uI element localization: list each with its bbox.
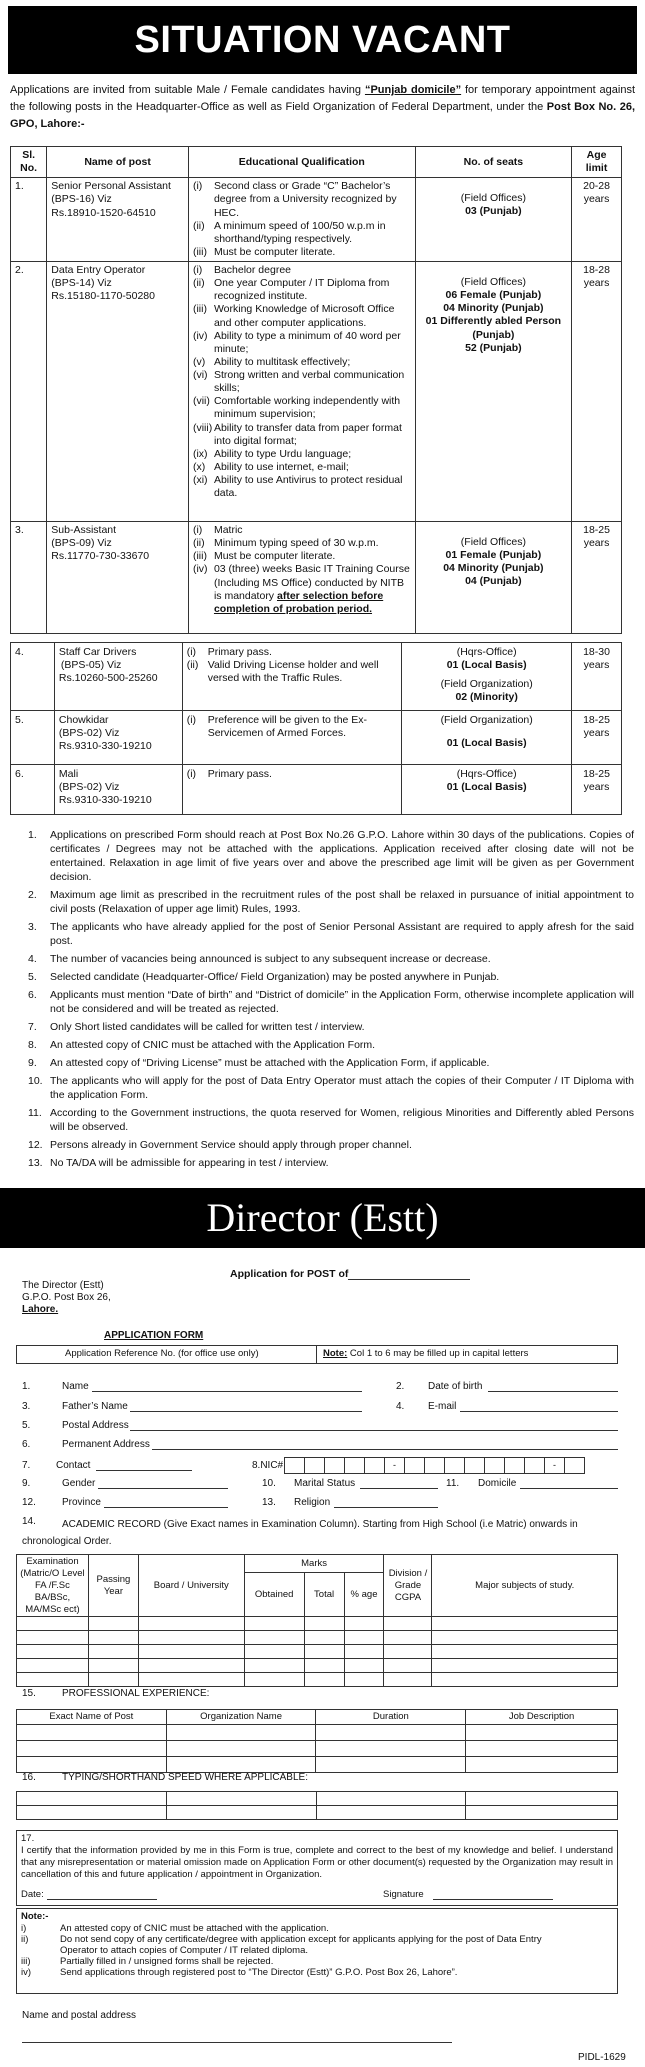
- col-seats: No. of seats: [415, 147, 571, 178]
- table-row[interactable]: [17, 1756, 618, 1772]
- experience-table: Exact Name of Post Organization Name Duration Job Description: [16, 1709, 618, 1773]
- signature-label: Signature: [383, 1889, 424, 1900]
- dob-field[interactable]: [488, 1391, 618, 1392]
- list-item: 10. The applicants who will apply for the post of Data Entry Operator must attach the copies of their Computer / IT Diploma with the application Form.: [28, 1075, 634, 1101]
- table-row: 1. Senior Personal Assistant (BPS-16) Viz Rs.18910-1520-64510 (i) Second class or Grade “C” Bachelor’s degree from a University recognized by HEC. (ii) A minimum speed of 100/50 w.p.m in shorthand/typing respectively. (iii) Must be computer literate. (Field Offices) 03 (Punjab) 20-28 years: [11, 178, 622, 262]
- nic-label: 8.NIC#: [252, 1460, 284, 1471]
- table-row: 6. Mali (BPS-02) Viz Rs.9310-330-19210 (i) Primary pass. (Hqrs-Office) 01 (Local Basis) 18-25 years: [11, 765, 622, 815]
- dob-label: Date of birth: [428, 1381, 483, 1392]
- posts-table-1: [10, 146, 622, 634]
- table-row[interactable]: [17, 1792, 618, 1806]
- father-name-label: Father’s Name: [62, 1401, 128, 1412]
- table-row: 2. Data Entry Operator (BPS-14) Viz Rs.15180-1170-50280 (i) Bachelor degree (ii) One year Computer / IT Diploma from recognized institute. (iii) Working Knowledge of Microsoft Office and other computer applications. (iv) Ability to type a minimum of 40 word per minute; (v) Ability to multitask effectively; (vi) Strong written and verbal communication skills; (vii) Comfortable working independently with minimum supervision; (viii) Ability to transfer data from paper format into digital format; (ix) Ability to type Urdu language; (x) Ability to use internet, e-mail; (xi) Ability to use Antivirus to protect residual data. (Field Offices) 06 Female (Punjab) 04 Minority (Punjab) 01 Differently abled Person (Punjab) 52 (Punjab) 18-28 years: [11, 262, 622, 522]
- permanent-address-field[interactable]: [152, 1449, 618, 1450]
- table-row[interactable]: [17, 1673, 618, 1687]
- application-for-label: Application for POST of: [230, 1268, 349, 1280]
- email-field[interactable]: [460, 1411, 618, 1412]
- typing-speed-label: TYPING/SHORTHAND SPEED WHERE APPLICABLE:: [62, 1772, 308, 1783]
- father-name-field[interactable]: [130, 1411, 362, 1412]
- academic-table: Examination (Matric/O Level FA /F.Sc BA/BSc, MA/MSc ect) Passing Year Board / University Marks Division / Grade CGPA Major subjects of study. Obtained Total % age: [16, 1554, 618, 1687]
- form-notes-box: Note:- i) An attested copy of CNIC must be attached with the application. ii) Do not send copy of any certificate/degree with application except for applicants applying for the post of Data Entry Operator to attach copies of Computer / IT related diploma. iii) Partially filled in / unsigned forms shall be rejected. iv) Send applications through registered post to “The Director (Estt)” G.P.O. Post Box 26, Lahore”.: [16, 1908, 618, 1994]
- posts-table-2: [10, 642, 622, 815]
- list-item: 1. Applications on prescribed Form should reach at Post Box No.26 G.P.O. Lahore within 30 days of the publications. Copies of certificates / Degrees may not be attached with the applications. Application received after closing date will not be entertained. Relaxation in age limit of five years over and above the prescribed age limit will be given as per Government decision.: [28, 829, 634, 883]
- col-age: Age limit: [572, 147, 622, 178]
- publication-code: PIDL-1629: [578, 2052, 626, 2063]
- signature-field[interactable]: [433, 1899, 553, 1900]
- reference-box: [16, 1345, 618, 1364]
- post-of-field[interactable]: [348, 1279, 470, 1280]
- domicile-label: Domicile: [478, 1478, 517, 1489]
- list-item: 3. The applicants who have already applied for the post of Senior Personal Assistant are required to apply afresh for the said post.: [28, 921, 634, 947]
- gender-field[interactable]: [98, 1488, 228, 1489]
- list-item: 5. Selected candidate (Headquarter-Office/ Field Organization) may be posted anywhere in Punjab.: [28, 971, 500, 983]
- marital-status-label: Marital Status: [294, 1478, 356, 1489]
- director-address: The Director (Estt) G.P.O. Post Box 26, Lahore.: [22, 1280, 111, 1315]
- table-row[interactable]: [17, 1740, 618, 1756]
- reference-label: Application Reference No. (for office use only): [17, 1346, 317, 1363]
- list-item: 9. An attested copy of “Driving License” must be attached with the Application Form, if applicable.: [28, 1057, 490, 1069]
- date-label: Date:: [21, 1889, 44, 1900]
- list-item: i) An attested copy of CNIC must be attached with the application.: [21, 1923, 329, 1934]
- name-label: Name: [62, 1381, 89, 1392]
- religion-field[interactable]: [334, 1507, 438, 1508]
- contact-field[interactable]: [96, 1470, 192, 1471]
- list-item: 12. Persons already in Government Service should apply through proper channel.: [28, 1139, 412, 1151]
- list-item: ii) Do not send copy of any certificate/degree with application except for applicants applying for the post of Data Entry Operator to attach copies of Computer / IT related diploma.: [21, 1934, 542, 1956]
- reference-note: Note: Col 1 to 6 may be filled up in capital letters: [323, 1348, 529, 1359]
- gender-label: Gender: [62, 1478, 96, 1489]
- banner-title: SITUATION VACANT: [8, 6, 637, 74]
- religion-label: Religion: [294, 1497, 331, 1508]
- table-row[interactable]: [17, 1631, 618, 1645]
- table-row[interactable]: [17, 1617, 618, 1631]
- col-sl: Sl. No.: [11, 147, 47, 178]
- list-item: 8. An attested copy of CNIC must be attached with the Application Form.: [28, 1039, 376, 1051]
- form-title: APPLICATION FORM: [104, 1330, 204, 1341]
- list-item: iv) Send applications through registered post to “The Director (Estt)” G.P.O. Post Box 26, Lahore”.: [21, 1967, 458, 1978]
- list-item: 11. According to the Government instructions, the quota reserved for Women, religious Minorities and Differently abled Persons will be observed.: [28, 1107, 634, 1133]
- certification-box: 17. I certify that the information provided by me in this Form is true, complete and correct to the best of my knowledge and belief. I understand that any misrepresentation or material omission made on Application Form or other document(s) requested by the Organization may result in cancellation of this and future application / appointment in Organization. Date: Signature: [16, 1830, 618, 1906]
- table-row[interactable]: [17, 1724, 618, 1740]
- academic-record-label: ACADEMIC RECORD (Give Exact names in Examination Column). Starting from High School (i.e Matric) onwards in chronological Order.: [22, 1519, 578, 1547]
- permanent-address-label: Permanent Address: [62, 1439, 150, 1450]
- table-row[interactable]: [17, 1659, 618, 1673]
- list-item: 4. The number of vacancies being announced is subject to any subsequent increase or decrease.: [28, 953, 491, 965]
- director-banner: Director (Estt): [0, 1188, 645, 1248]
- intro-paragraph: Applications are invited from suitable Male / Female candidates having “Punjab domicile” for temporary appointment against the following posts in the Headquarter-Office as well as Field Organization of Federal Department, under the Post Box No. 26, GPO, Lahore:-: [10, 84, 635, 130]
- list-item: 6. Applicants must mention “Date of birth” and “District of domicile” in the Application Form, otherwise incomplete application will not be considered and will be treated as rejected.: [28, 989, 634, 1015]
- list-item: 13. No TA/DA will be admissible for appearing in test / interview.: [28, 1157, 329, 1169]
- contact-label: Contact: [56, 1460, 91, 1471]
- table-row: 4. Staff Car Drivers (BPS-05) Viz Rs.10260-500-25260 (i) Primary pass. (ii) Valid Driving License holder and well versed with the Traffic Rules. (Hqrs-Office) 01 (Local Basis) (Field Organization) 02 (Minority) 18-30 years: [11, 643, 622, 711]
- col-qual: Educational Qualification: [188, 147, 415, 178]
- marital-status-field[interactable]: [360, 1488, 438, 1489]
- province-field[interactable]: [104, 1507, 228, 1508]
- table-row[interactable]: [17, 1806, 618, 1820]
- typing-table: [16, 1791, 618, 1820]
- table-row: 3. Sub-Assistant (BPS-09) Viz Rs.11770-730-33670 (i) Matric (ii) Minimum typing speed of 30 w.p.m. (iii) Must be computer literate. (iv) 03 (three) weeks Basic IT Training Course (Including MS Office) conducted by NITB is mandatory after selection before completion of probation period. (Field Offices) 01 Female (Punjab) 04 Minority (Punjab) 04 (Punjab) 18-25 years: [11, 522, 622, 634]
- province-label: Province: [62, 1497, 101, 1508]
- name-field[interactable]: [92, 1391, 362, 1392]
- list-item: 2. Maximum age limit as prescribed in the recruitment rules of the post shall be relaxed in pursuance of initial appointment to civil posts (Relaxation of upper age limit) Rules, 1993.: [28, 889, 634, 915]
- email-label: E-mail: [428, 1401, 457, 1412]
- name-postal-field[interactable]: [22, 2042, 452, 2043]
- certification-text: I certify that the information provided by me in this Form is true, complete and correct to the best of my knowledge and belief. I understand that any misrepresentation or material omission made on Application Form or other document(s) requested by the Organization may result in cancellation of this and future application / appointment in Organization.: [21, 1845, 613, 1880]
- list-item: iii) Partially filled in / unsigned forms shall be rejected.: [21, 1956, 274, 1967]
- name-postal-label: Name and postal address: [22, 2010, 136, 2021]
- domicile-field[interactable]: [520, 1488, 618, 1489]
- date-field[interactable]: [47, 1899, 157, 1900]
- postal-address-label: Postal Address: [62, 1420, 129, 1431]
- nic-boxes[interactable]: - -: [284, 1457, 584, 1474]
- experience-label: PROFESSIONAL EXPERIENCE:: [62, 1688, 210, 1699]
- postal-address-field[interactable]: [130, 1430, 618, 1431]
- notes-list: [28, 828, 634, 1174]
- table-row[interactable]: [17, 1645, 618, 1659]
- list-item: 7. Only Short listed candidates will be called for written test / interview.: [28, 1021, 365, 1033]
- table-row: 5. Chowkidar (BPS-02) Viz Rs.9310-330-19210 (i) Preference will be given to the Ex-Servicemen of Armed Forces. (Field Organization) 01 (Local Basis) 18-25 years: [11, 711, 622, 765]
- col-post: Name of post: [47, 147, 189, 178]
